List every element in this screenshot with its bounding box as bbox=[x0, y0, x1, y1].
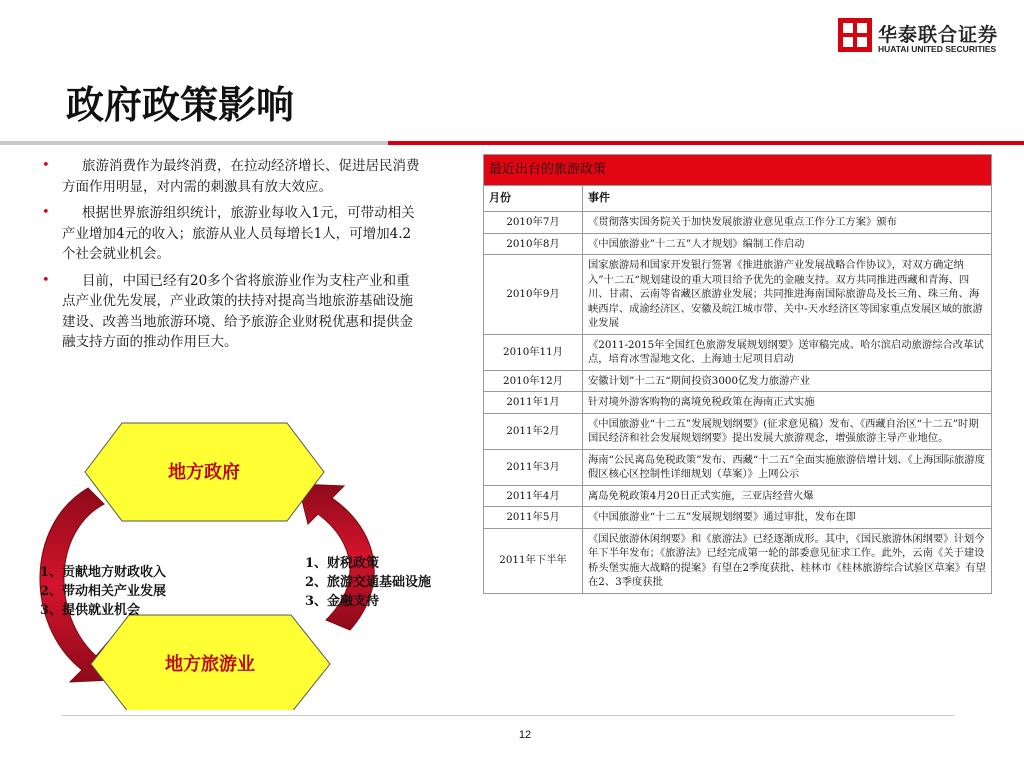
row-date: 2010年12月 bbox=[484, 370, 583, 392]
support-item: 2、旅游交通基础设施 bbox=[305, 575, 432, 590]
contribution-item: 2、带动相关产业发展 bbox=[40, 584, 167, 599]
row-event: 《中国旅游业“十二五”发展规划纲要》(征求意见稿）发布、《西藏自治区“十二五”时期国民经济和社会发展规划纲要》提出发展大旅游观念，增强旅游主导产业地位。 bbox=[583, 413, 992, 449]
row-event: 《2011-2015年全国红色旅游发展规划纲要》送审稿完成、哈尔滨启动旅游综合改革试点，培育冰雪湿地文化、上海迪士尼项目启动 bbox=[583, 334, 992, 370]
row-event: 《中国旅游业“十二五”发展规划纲要》通过审批，发布在即 bbox=[583, 507, 992, 529]
title-divider-grey bbox=[0, 141, 388, 145]
table-header-row bbox=[484, 186, 992, 212]
page-title: 政府政策影响 bbox=[66, 83, 295, 127]
contribution-item: 1、贡献地方财政收入 bbox=[40, 565, 167, 580]
brand-name-en: HUATAI UNITED SECURITIES bbox=[878, 44, 997, 54]
column-header-event: 事件 bbox=[583, 186, 992, 212]
page-number: 12 bbox=[518, 729, 532, 741]
column-header-month: 月份 bbox=[484, 186, 583, 212]
support-item: 3、金融支持 bbox=[305, 594, 380, 609]
bullet-item: • 根据世界旅游组织统计，旅游业每收入1元，可带动相关产业增加4元的收入；旅游从业人员每增长1人，可增加4.2个社会就业机会。 bbox=[62, 203, 422, 265]
table-row bbox=[484, 334, 992, 370]
row-event: 海南“公民离岛免税政策”发布、西藏“十二五”全面实施旅游倍增计划、《上海国际旅游度假区核心区控制性详细规划（草案）》上网公示 bbox=[583, 449, 992, 485]
table-row bbox=[484, 485, 992, 507]
contribution-list bbox=[40, 563, 166, 620]
hexagon-bottom-label: 地方旅游业 bbox=[165, 654, 255, 675]
table-row bbox=[484, 392, 992, 414]
table-row bbox=[484, 507, 992, 529]
row-date: 2011年3月 bbox=[484, 449, 583, 485]
table-row bbox=[484, 255, 992, 335]
footer-divider bbox=[62, 715, 954, 716]
support-list bbox=[305, 554, 431, 611]
row-date: 2011年5月 bbox=[484, 507, 583, 529]
row-event: 针对境外游客购物的离境免税政策在海南正式实施 bbox=[583, 392, 992, 414]
table-title: 最近出台的旅游政策 bbox=[484, 155, 992, 186]
table-row bbox=[484, 528, 992, 593]
brand-name-cn: 华泰联合证券 bbox=[878, 24, 999, 46]
brand-logo bbox=[838, 18, 1018, 58]
table-row bbox=[484, 233, 992, 255]
policy-table bbox=[483, 154, 992, 594]
row-event: 离岛免税政策4月20日正式实施，三亚店经营火爆 bbox=[583, 485, 992, 507]
row-event: 安徽计划”十二五“期间投资3000亿发力旅游产业 bbox=[583, 370, 992, 392]
title-divider-red bbox=[388, 141, 1024, 145]
table-row bbox=[484, 370, 992, 392]
row-date: 2010年11月 bbox=[484, 334, 583, 370]
hexagon-top-label: 地方政府 bbox=[168, 462, 240, 483]
table-row bbox=[484, 449, 992, 485]
contribution-item: 3、提供就业机会 bbox=[40, 603, 141, 618]
row-date: 2011年2月 bbox=[484, 413, 583, 449]
bullet-list bbox=[62, 156, 422, 359]
row-event: 国家旅游局和国家开发银行签署《推进旅游产业发展战略合作协议》，对双方确定纳入”十二五“规划建设的重大项目给予优先的金融支持。双方共同推进西藏和青海、四川、甘肃、云南等省藏区旅游业发展；共同推进海南国际旅游岛及长三角、珠三角、海峡西岸、成渝经济区、安徽及皖江城市带、关中-天水经济区等国家重点发展区域的旅游业发展 bbox=[583, 255, 992, 335]
support-item: 1、财税政策 bbox=[305, 556, 380, 571]
row-date: 2010年9月 bbox=[484, 255, 583, 335]
bullet-item: • 目前，中国已经有20多个省将旅游业作为支柱产业和重点产业优先发展，产业政策的扶持对提高当地旅游基础设施建设、改善当地旅游环境、给予旅游企业财税优惠和提供金融支持方面的推动作用巨大。 bbox=[62, 271, 422, 353]
row-date: 2011年1月 bbox=[484, 392, 583, 414]
table-row bbox=[484, 413, 992, 449]
row-date: 2010年8月 bbox=[484, 233, 583, 255]
table-row bbox=[484, 212, 992, 234]
row-date: 2011年下半年 bbox=[484, 528, 583, 593]
row-date: 2011年4月 bbox=[484, 485, 583, 507]
row-date: 2010年7月 bbox=[484, 212, 583, 234]
row-event: 《中国旅游业”十二五”人才规划》编制工作启动 bbox=[583, 233, 992, 255]
row-event: 《贯彻落实国务院关于加快发展旅游业意见重点工作分工方案》颁布 bbox=[583, 212, 992, 234]
row-event: 《国民旅游休闲纲要》和《旅游法》已经逐渐成形。其中，《国民旅游休闲纲要》计划今年下半年发布；《旅游法》已经完成第一轮的部委意见征求工作。此外，云南《关于建设桥头堡实施大战略的提案》有望在2季度获批、桂林市《桂林旅游综合试验区草案》有望在2、3季度获批 bbox=[583, 528, 992, 593]
huatai-logo-icon bbox=[838, 18, 872, 52]
bullet-item: • 旅游消费作为最终消费，在拉动经济增长、促进居民消费方面作用明显，对内需的刺激具有放大效应。 bbox=[62, 156, 422, 197]
